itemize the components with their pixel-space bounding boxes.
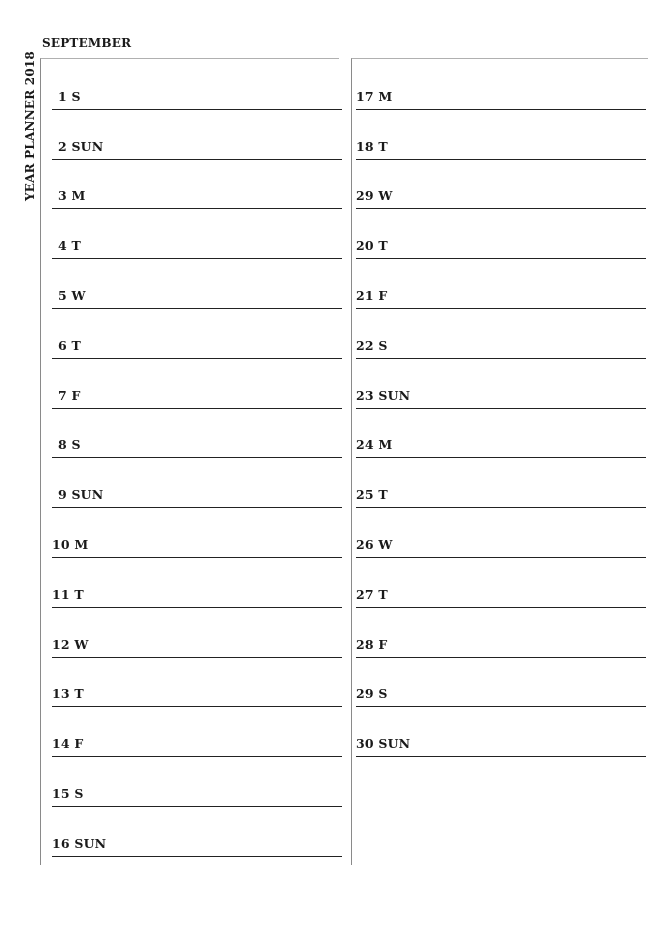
day-row[interactable] (52, 359, 342, 409)
day-label: 24 M (356, 437, 393, 453)
year-planner-title: YEAR PLANNER 2018 (23, 51, 37, 201)
day-label: 13 T (52, 686, 84, 702)
day-row[interactable] (356, 558, 646, 608)
day-label: 28 F (356, 636, 388, 652)
day-label: 18 T (356, 138, 388, 154)
day-row[interactable] (52, 409, 342, 459)
day-label: 27 T (356, 586, 388, 602)
day-row[interactable] (356, 508, 646, 558)
right-day-list (356, 60, 646, 757)
day-row[interactable] (52, 209, 342, 259)
day-label: 30 SUN (356, 736, 411, 752)
day-row[interactable] (52, 558, 342, 608)
day-row[interactable] (52, 259, 342, 309)
day-row[interactable] (52, 707, 342, 757)
day-row[interactable] (356, 458, 646, 508)
day-row[interactable] (52, 757, 342, 807)
day-row[interactable] (52, 807, 342, 857)
day-label: 16 SUN (52, 835, 107, 851)
day-label: 21 F (356, 287, 388, 303)
day-label: 29 S (356, 686, 388, 702)
day-label: 6 T (58, 337, 81, 353)
day-label: 3 M (58, 188, 86, 204)
day-row[interactable] (52, 658, 342, 708)
day-row[interactable] (356, 707, 646, 757)
day-row[interactable] (356, 60, 646, 110)
day-label: 2 SUN (58, 138, 104, 154)
day-label: 29 W (356, 188, 393, 204)
day-label: 20 T (356, 238, 388, 254)
day-label: 15 S (52, 785, 84, 801)
day-label: 5 W (58, 287, 86, 303)
day-label: 14 F (52, 736, 84, 752)
day-label: 8 S (58, 437, 81, 453)
day-row[interactable] (356, 209, 646, 259)
day-label: 11 T (52, 586, 84, 602)
day-row[interactable] (356, 160, 646, 210)
day-label: 7 F (58, 387, 81, 403)
day-label: 4 T (58, 238, 81, 254)
day-row[interactable] (52, 508, 342, 558)
day-row[interactable] (52, 160, 342, 210)
day-row[interactable] (52, 309, 342, 359)
day-label: 1 S (58, 88, 81, 104)
day-row[interactable] (356, 409, 646, 459)
day-row[interactable] (356, 658, 646, 708)
day-row[interactable] (52, 608, 342, 658)
day-row[interactable] (356, 309, 646, 359)
day-label: 10 M (52, 536, 89, 552)
day-label: 12 W (52, 636, 89, 652)
day-row[interactable] (52, 110, 342, 160)
day-row[interactable] (356, 110, 646, 160)
day-label: 26 W (356, 536, 393, 552)
day-row[interactable] (356, 608, 646, 658)
day-label: 9 SUN (58, 487, 104, 503)
day-label: 25 T (356, 487, 388, 503)
day-row[interactable] (52, 458, 342, 508)
day-row[interactable] (52, 60, 342, 110)
day-label: 22 S (356, 337, 388, 353)
day-label: 17 M (356, 88, 393, 104)
day-label: 23 SUN (356, 387, 411, 403)
month-title: SEPTEMBER (42, 36, 132, 50)
day-row[interactable] (356, 359, 646, 409)
left-day-list (52, 60, 342, 857)
day-row[interactable] (356, 259, 646, 309)
